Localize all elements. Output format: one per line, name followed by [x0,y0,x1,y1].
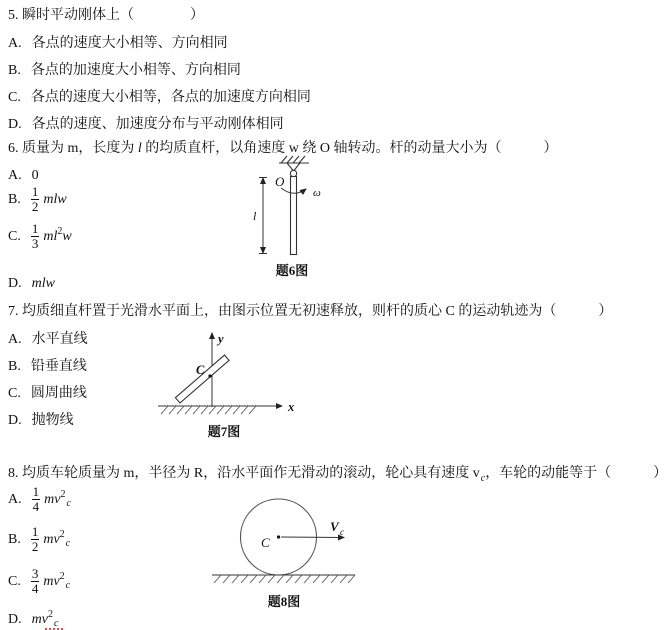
fraction [31,222,40,250]
fraction-numerator: 1 [31,184,39,199]
option-text: 0 [31,168,39,183]
stem-text: 6. 质量为 m，长度为 [8,141,138,156]
option-text: 抛物线 [31,413,74,428]
subscript: c [66,497,71,509]
velocity-label: V [330,519,339,534]
stem-subscript: c [480,473,486,484]
fraction [32,485,41,513]
option-text: 水平直线 [31,332,88,347]
fraction-numerator: 1 [32,484,40,499]
formula [31,185,67,213]
velocity-arrow [281,537,344,538]
ground-hatching [161,406,256,414]
option-label: C. [8,573,21,589]
figure-question-6 [250,152,334,258]
exponent: 2 [57,225,63,237]
figure-8-caption: 题8图 [267,594,301,609]
option-label: D. [8,117,22,132]
option-label: A. [8,332,22,347]
q6-option-a [8,167,39,184]
ground-hatching [214,575,355,583]
fraction-denominator: 2 [31,538,39,554]
option-label: A. [8,491,22,507]
stem-text: 的均质直杆，以角速度 w 绕 O 轴转动。杆的动量大小为（ ） [141,141,558,156]
formula-expression: ml [43,228,58,244]
formula-expression: mlw [43,191,67,207]
q6-option-c [8,222,72,250]
option-label: C. [8,90,21,105]
q7-option-c [8,385,87,402]
q5-option-b [8,62,241,79]
q8-option-c [8,567,70,595]
option-text: 各点的速度大小相等，各点的加速度方向相同 [30,90,311,105]
wheel-center-dot [277,535,280,538]
option-label: D. [8,612,22,627]
center-of-mass-dot [208,374,211,377]
fraction-denominator: 4 [32,498,40,514]
fraction-numerator: 1 [31,524,39,539]
figure-7-caption: 题7图 [207,424,241,439]
y-axis-label: y [218,332,224,346]
fraction [31,567,40,595]
fraction-numerator: 3 [31,566,39,581]
option-label: B. [8,359,21,374]
q8-option-a [8,485,71,513]
figure-question-8 [205,495,363,587]
option-text: mlw [31,276,55,291]
stem-text: ，车轮的动能等于（ ） [485,466,667,481]
fraction-denominator: 4 [31,580,39,596]
option-text: 圆周曲线 [30,386,87,401]
q5-option-a [8,35,228,52]
exponent: 2 [59,570,65,582]
formula-expression: w [62,228,72,244]
option-label: C. [8,386,21,401]
option-text: 铅垂直线 [30,359,87,374]
q8-option-b [8,525,70,553]
figure-6-caption: 题6图 [275,263,309,278]
wheel-center-label: C [261,535,270,550]
fraction [31,185,40,213]
option-label: B. [8,191,21,207]
stem-variable: l [137,141,142,156]
option-text: 各点的加速度大小相等、方向相同 [30,63,241,78]
pivot-label: O [275,174,285,189]
figure-question-7 [150,327,298,421]
formula-expression: mv [43,531,60,547]
option-text: 各点的速度大小相等、方向相同 [31,36,228,51]
subscript: c [65,537,71,549]
formula-expression: mv [44,491,61,507]
q6-option-b [8,185,67,213]
q6-option-d [8,275,55,292]
option-label: B. [8,531,21,547]
subscript: c [53,618,59,629]
fraction-denominator: 2 [31,198,39,214]
omega-label: ω [313,187,321,199]
option-label: A. [8,168,22,183]
length-dimension [259,178,267,254]
formula [31,567,70,595]
question-8-stem [8,465,667,483]
formula [31,525,70,553]
option-label: A. [8,36,22,51]
formula-expression: mv [43,573,60,589]
fraction-numerator: 1 [31,221,39,236]
option-text: 各点的速度、加速度分布与平动刚体相同 [31,117,284,132]
q5-option-d [8,116,284,133]
exponent: 2 [59,528,65,540]
fraction [31,525,40,553]
pivot-circle [290,170,296,176]
q8-option-d [8,611,58,628]
question-5-stem: 5. 瞬时平动刚体上（ ） [8,8,204,23]
question-7-stem: 7. 均质细直杆置于光滑水平面上，由图示位置无初速释放，则杆的质心 C 的运动轨迹为（ ） [8,304,613,319]
formula [32,485,71,513]
length-label: l [253,209,257,223]
option-label: C. [8,228,21,244]
fraction-denominator: 3 [31,235,39,251]
rod [291,177,297,255]
option-label: D. [8,276,22,291]
subscript: c [65,579,71,591]
formula [32,611,59,628]
option-label: B. [8,63,21,78]
exponent: 2 [47,609,53,620]
formula [31,222,72,250]
stem-text: 8. 均质车轮质量为 m，半径为 R，沿水平面作无滑动的滚动，轮心具有速度 v [8,466,480,481]
q7-option-b [8,358,87,375]
x-axis-label: x [288,400,295,414]
center-of-mass-label: C [196,363,205,377]
q5-option-c [8,89,311,106]
option-label: D. [8,413,22,428]
formula-expression: mv [31,612,48,627]
q7-option-d [8,412,74,429]
exponent: 2 [60,488,66,500]
velocity-subscript: c [340,527,344,537]
q7-option-a [8,331,88,348]
